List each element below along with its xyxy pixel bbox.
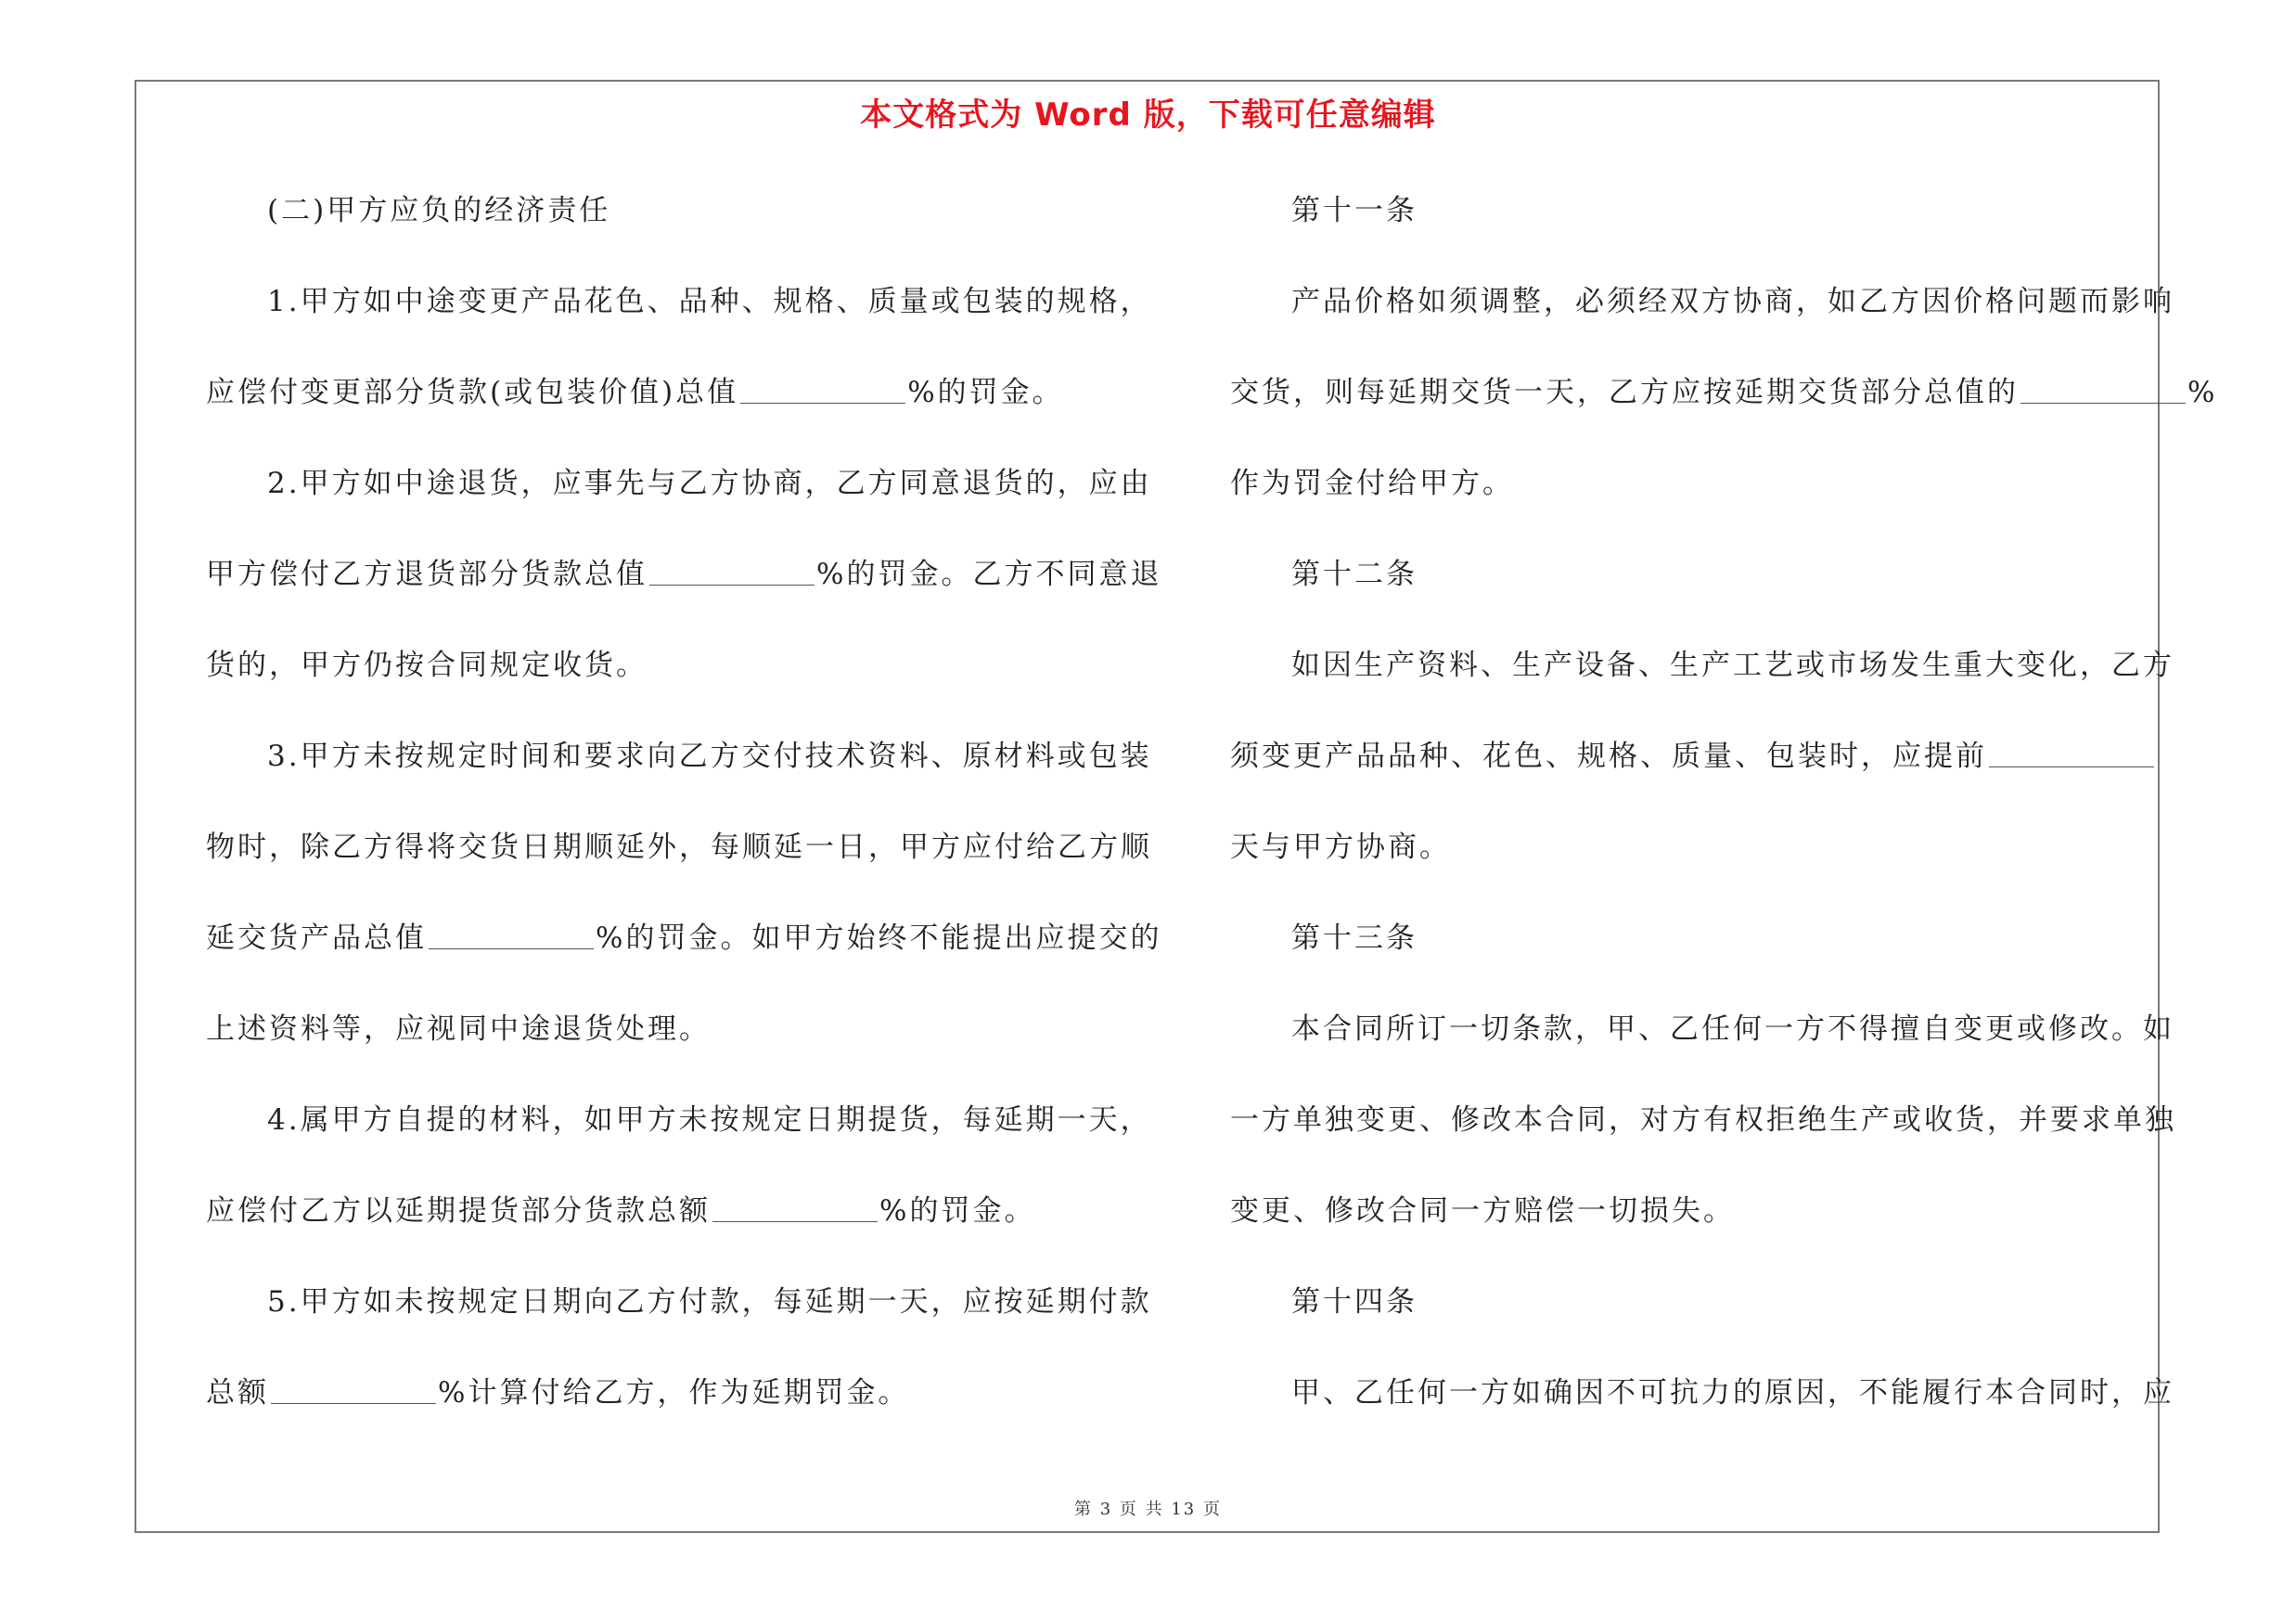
paragraph-line: 第十四条 — [1291, 1285, 1417, 1319]
fill-in-blank — [1989, 739, 2154, 767]
paragraph-line: 5.甲方如未按规定日期向乙方付款，每延期一天，应按延期付款 — [267, 1285, 1152, 1319]
paragraph-line: 3.甲方未按规定时间和要求向乙方交付技术资料、原材料或包装 — [267, 740, 1152, 773]
paragraph-line: 货的，甲方仍按合同规定收货。 — [206, 649, 648, 682]
line-text-after: %的罚金。 — [907, 376, 1064, 409]
paragraph-line: 产品价格如须调整，必须经双方协商，如乙方因价格问题而影响 — [1291, 285, 2174, 318]
paragraph-line: 第十二条 — [1291, 558, 1417, 591]
fill-in-blank — [271, 1375, 436, 1404]
paragraph-line — [206, 347, 1143, 438]
paragraph-line — [1230, 711, 2167, 802]
line-text-before: 延交货产品总值 — [206, 921, 427, 955]
line-text-after: % — [2187, 376, 2218, 409]
paragraph-line: 物时，除乙方得将交货日期顺延外，每顺延一日，甲方应付给乙方顺 — [206, 831, 1152, 864]
paragraph-line: 上述资料等，应视同中途退货处理。 — [206, 1012, 711, 1046]
paragraph-line: 第十一条 — [1291, 194, 1417, 227]
paragraph-line: 第十三条 — [1291, 921, 1417, 955]
paragraph-line: 4.属甲方自提的材料，如甲方未按规定日期提货，每延期一天， — [267, 1103, 1152, 1137]
line-text-before: 交货，则每延期交货一天，乙方应按延期交货部分总值的 — [1230, 376, 2019, 409]
paragraph-line — [206, 529, 1162, 620]
fill-in-blank — [649, 557, 815, 586]
line-text-before: 应偿付乙方以延期提货部分货款总额 — [206, 1194, 711, 1228]
line-text-before: 须变更产品品种、花色、规格、质量、包装时，应提前 — [1230, 740, 1987, 773]
line-text-before: 甲方偿付乙方退货部分货款总值 — [206, 558, 648, 591]
line-text-after: %的罚金。如甲方始终不能提出应提交的 — [596, 921, 1162, 955]
paragraph-line: 一方单独变更、修改本合同，对方有权拒绝生产或收货，并要求单独 — [1230, 1103, 2176, 1137]
paragraph-line: 甲、乙任何一方如确因不可抗力的原因，不能履行本合同时，应 — [1291, 1376, 2174, 1410]
left-column — [206, 165, 1162, 1438]
line-text-before: 总额 — [206, 1376, 269, 1410]
paragraph-line — [206, 893, 1162, 984]
paragraph-line — [206, 1166, 1143, 1256]
line-text-after: %的罚金。乙方不同意退 — [816, 558, 1162, 591]
paragraph-line: 本合同所订一切条款，甲、乙任何一方不得擅自变更或修改。如 — [1291, 1012, 2174, 1046]
line-text-after: %计算付给乙方，作为延期罚金。 — [438, 1376, 910, 1410]
paragraph-line: 天与甲方协商。 — [1230, 831, 1451, 864]
fill-in-blank — [429, 921, 594, 949]
line-text-after: %的罚金。 — [879, 1194, 1036, 1228]
fill-in-blank — [740, 375, 905, 404]
fill-in-blank — [2020, 375, 2186, 404]
fill-in-blank — [712, 1193, 878, 1222]
paragraph-line: 变更、修改合同一方赔偿一切损失。 — [1230, 1194, 1735, 1228]
paragraph-line: (二)甲方应负的经济责任 — [267, 194, 611, 227]
page-number-footer: 第 3 页 共 13 页 — [1074, 1500, 1222, 1519]
line-text-before: 应偿付变更部分货款(或包装价值)总值 — [206, 376, 739, 409]
paragraph-line: 如因生产资料、生产设备、生产工艺或市场发生重大变化，乙方 — [1291, 649, 2174, 682]
right-column — [1230, 165, 2218, 1438]
paragraph-line: 作为罚金付给甲方。 — [1230, 467, 1514, 500]
editable-notice-banner: 本文格式为 Word 版，下载可任意编辑 — [860, 97, 1436, 134]
paragraph-line: 1.甲方如中途变更产品花色、品种、规格、质量或包装的规格， — [267, 285, 1152, 318]
paragraph-line: 2.甲方如中途退货，应事先与乙方协商，乙方同意退货的，应由 — [267, 467, 1152, 500]
paragraph-line — [206, 1347, 1143, 1438]
paragraph-line — [1230, 347, 2218, 438]
